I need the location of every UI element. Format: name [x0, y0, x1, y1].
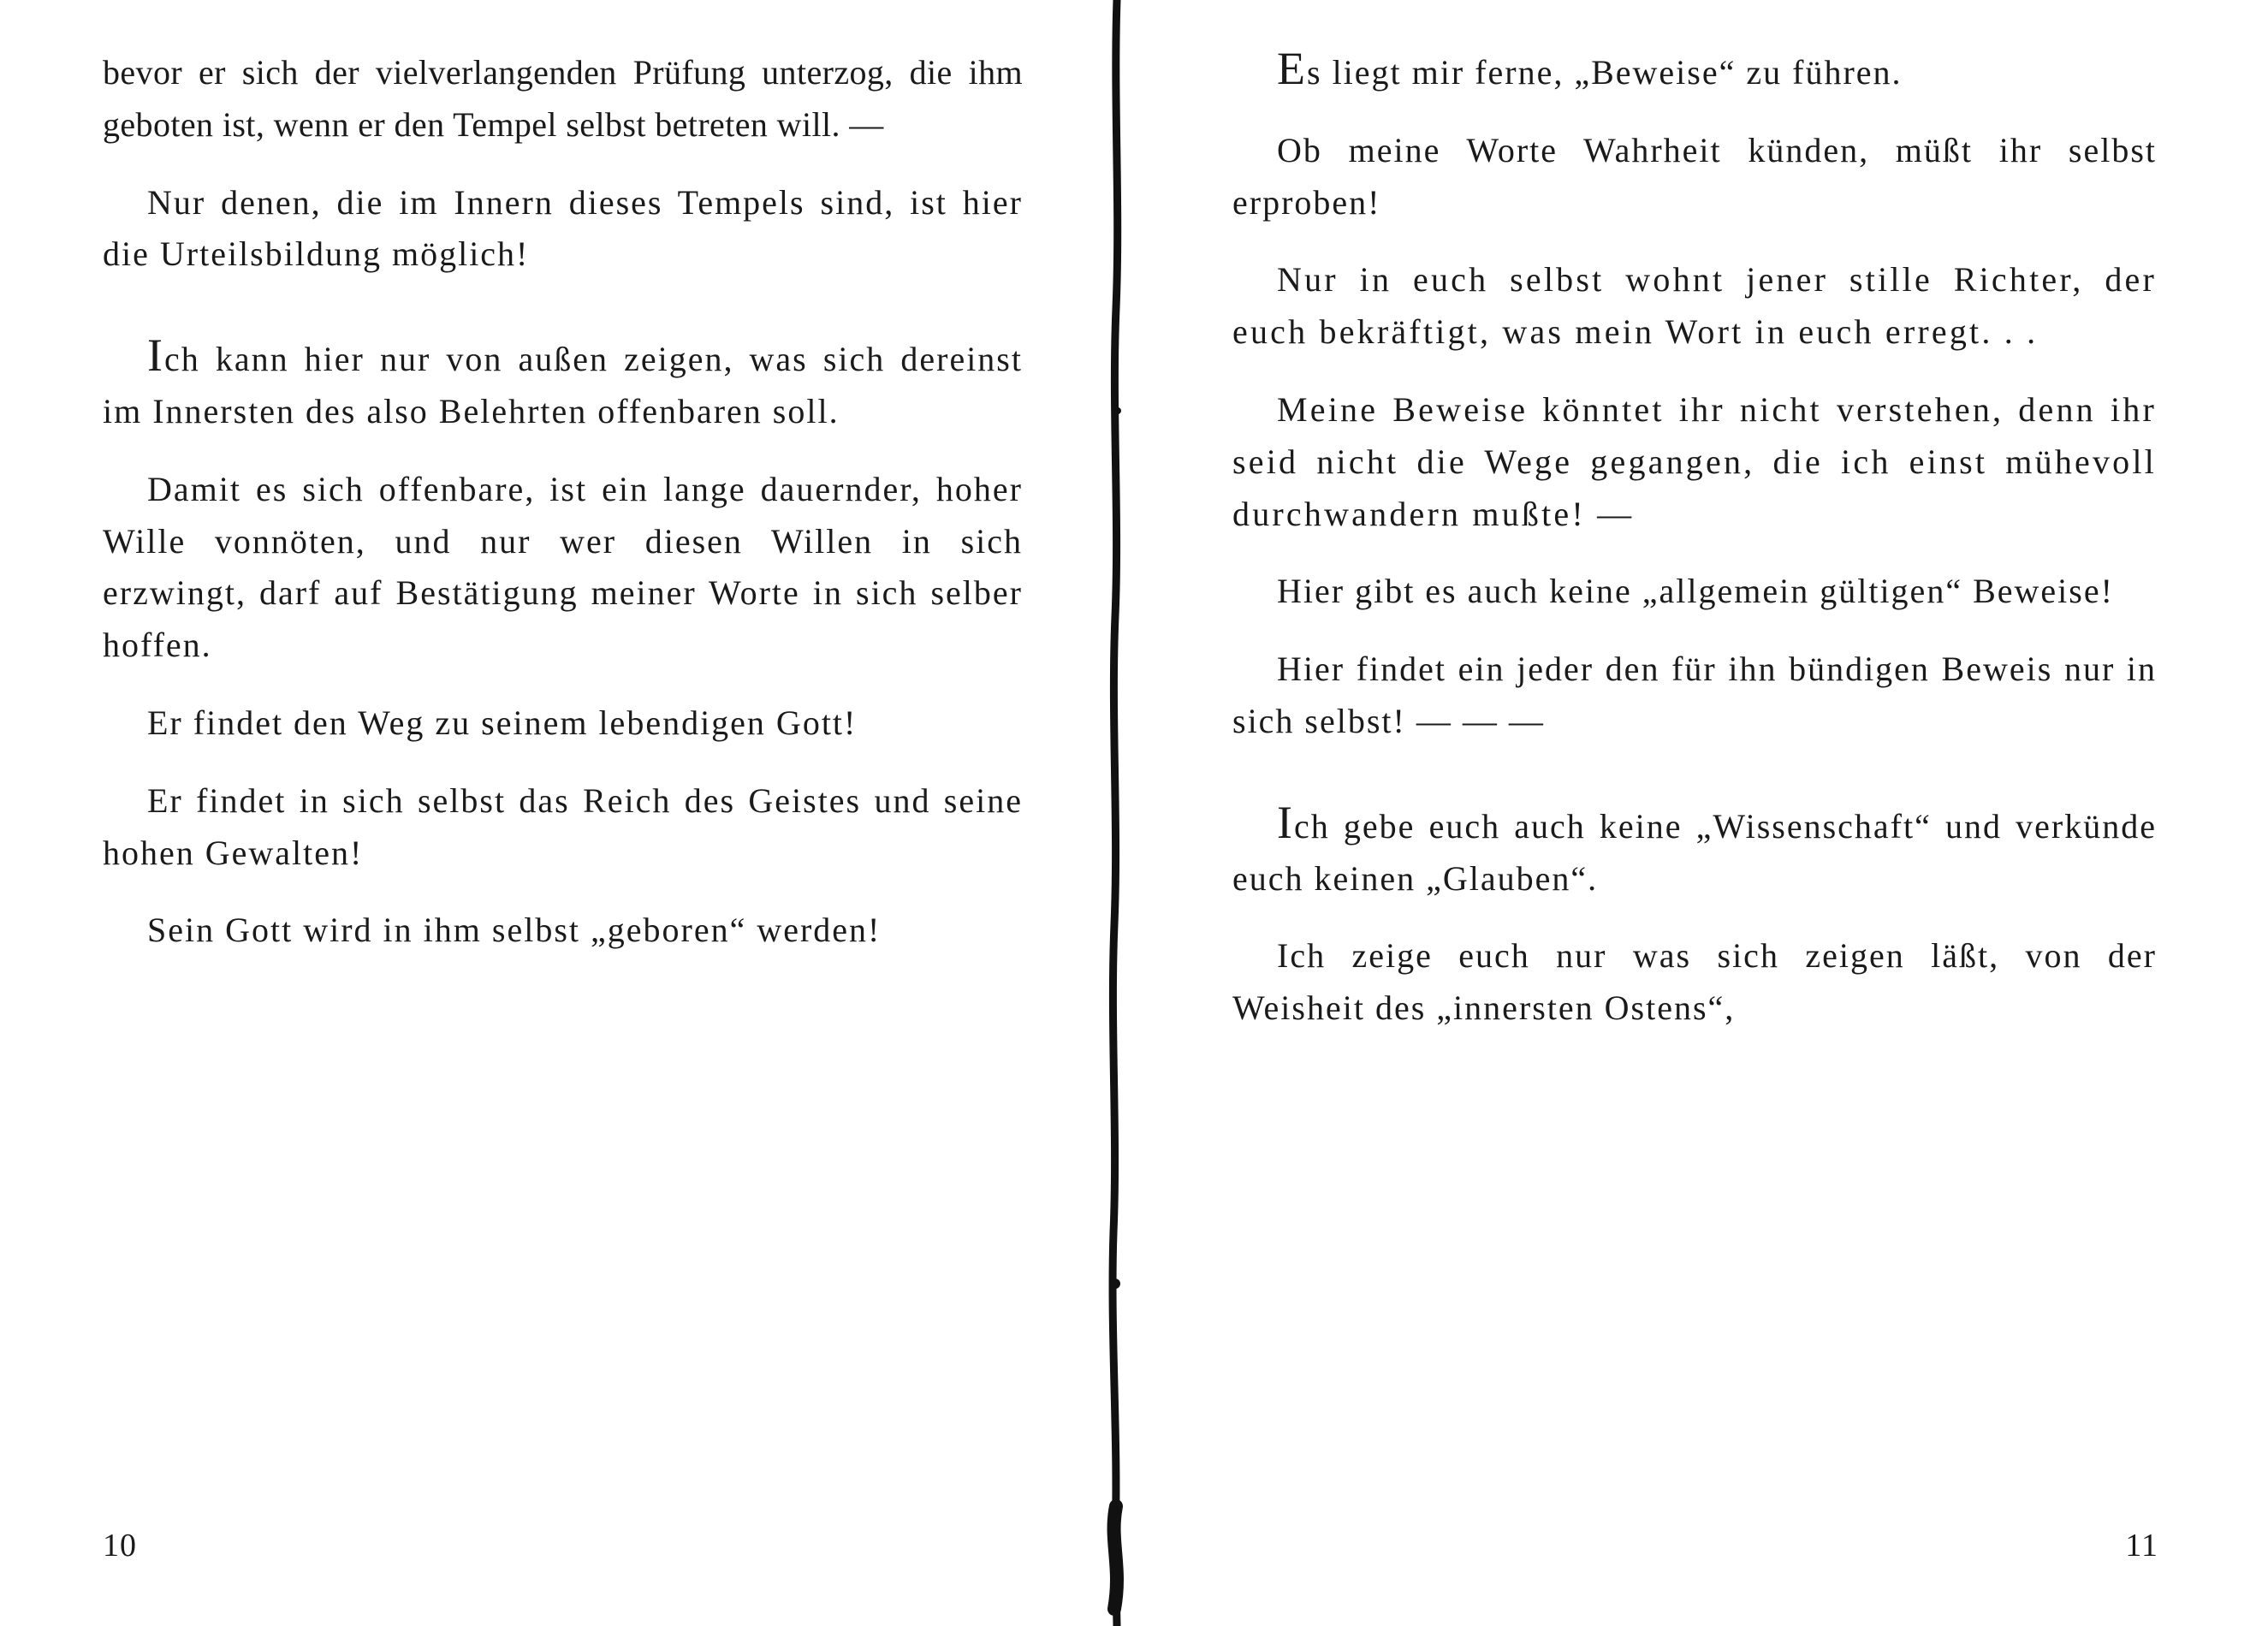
page-number-right: 11	[2125, 1528, 2158, 1564]
paragraph: Ich gebe euch auch keine „Wissenschaft“ und verkünde euch keinen „Glauben“.	[1232, 796, 2157, 898]
paragraph: Nur in euch selbst wohnt jener stille Richter, der euch bekräftigt, was mein Wort in euch erregt. . .	[1232, 260, 2157, 352]
paragraph: Damit es sich offenbare, ist ein lange dauernder, hoher Wille vonnöten, und nur wer diesen Willen in sich erzwingt, darf auf Bestätigung meiner Worte in sich selber hoffen.	[103, 469, 1023, 665]
paragraph: Hier findet ein jeder den für ihn bündigen Beweis nur in sich selbst! — — —	[1232, 650, 2157, 740]
paragraph: Hier gibt es auch keine „allgemein gültigen“ Beweise!	[1277, 572, 2114, 611]
paragraph: bevor er sich der vielverlangenden Prüfung unterzog, die ihm geboten ist, wenn er den Tempel selbst betreten will. —	[103, 53, 1023, 144]
page-right	[1113, 0, 2268, 1626]
paragraph: Es liegt mir ferne, „Beweise“ zu führen.	[1277, 43, 1903, 94]
page-left	[0, 0, 1113, 1626]
paragraph: Ob meine Worte Wahrheit künden, müßt ihr selbst erproben!	[1232, 130, 2157, 222]
page-number-left: 10	[103, 1528, 137, 1564]
paragraph: Er findet in sich selbst das Reich des Geistes und seine hohen Gewalten!	[103, 780, 1023, 872]
paragraph: Meine Beweise könntet ihr nicht verstehen, denn ihr seid nicht die Wege gegangen, die ich einst mühevoll durchwandern mußte! —	[1232, 389, 2157, 533]
paragraph: Ich kann hier nur von außen zeigen, was sich dereinst im Innersten des also Belehrten offenbaren soll.	[103, 329, 1023, 430]
paragraph: Nur denen, die im Innern dieses Tempels sind, ist hier die Urteilsbildung möglich!	[103, 182, 1023, 274]
paragraph: Er findet den Weg zu seinem lebendigen Gott!	[147, 703, 858, 742]
paragraph: Ich zeige euch nur was sich zeigen läßt, von der Weisheit des „innersten Ostens“,	[1232, 936, 2157, 1028]
paragraph: Sein Gott wird in ihm selbst „geboren“ werden!	[147, 911, 882, 950]
